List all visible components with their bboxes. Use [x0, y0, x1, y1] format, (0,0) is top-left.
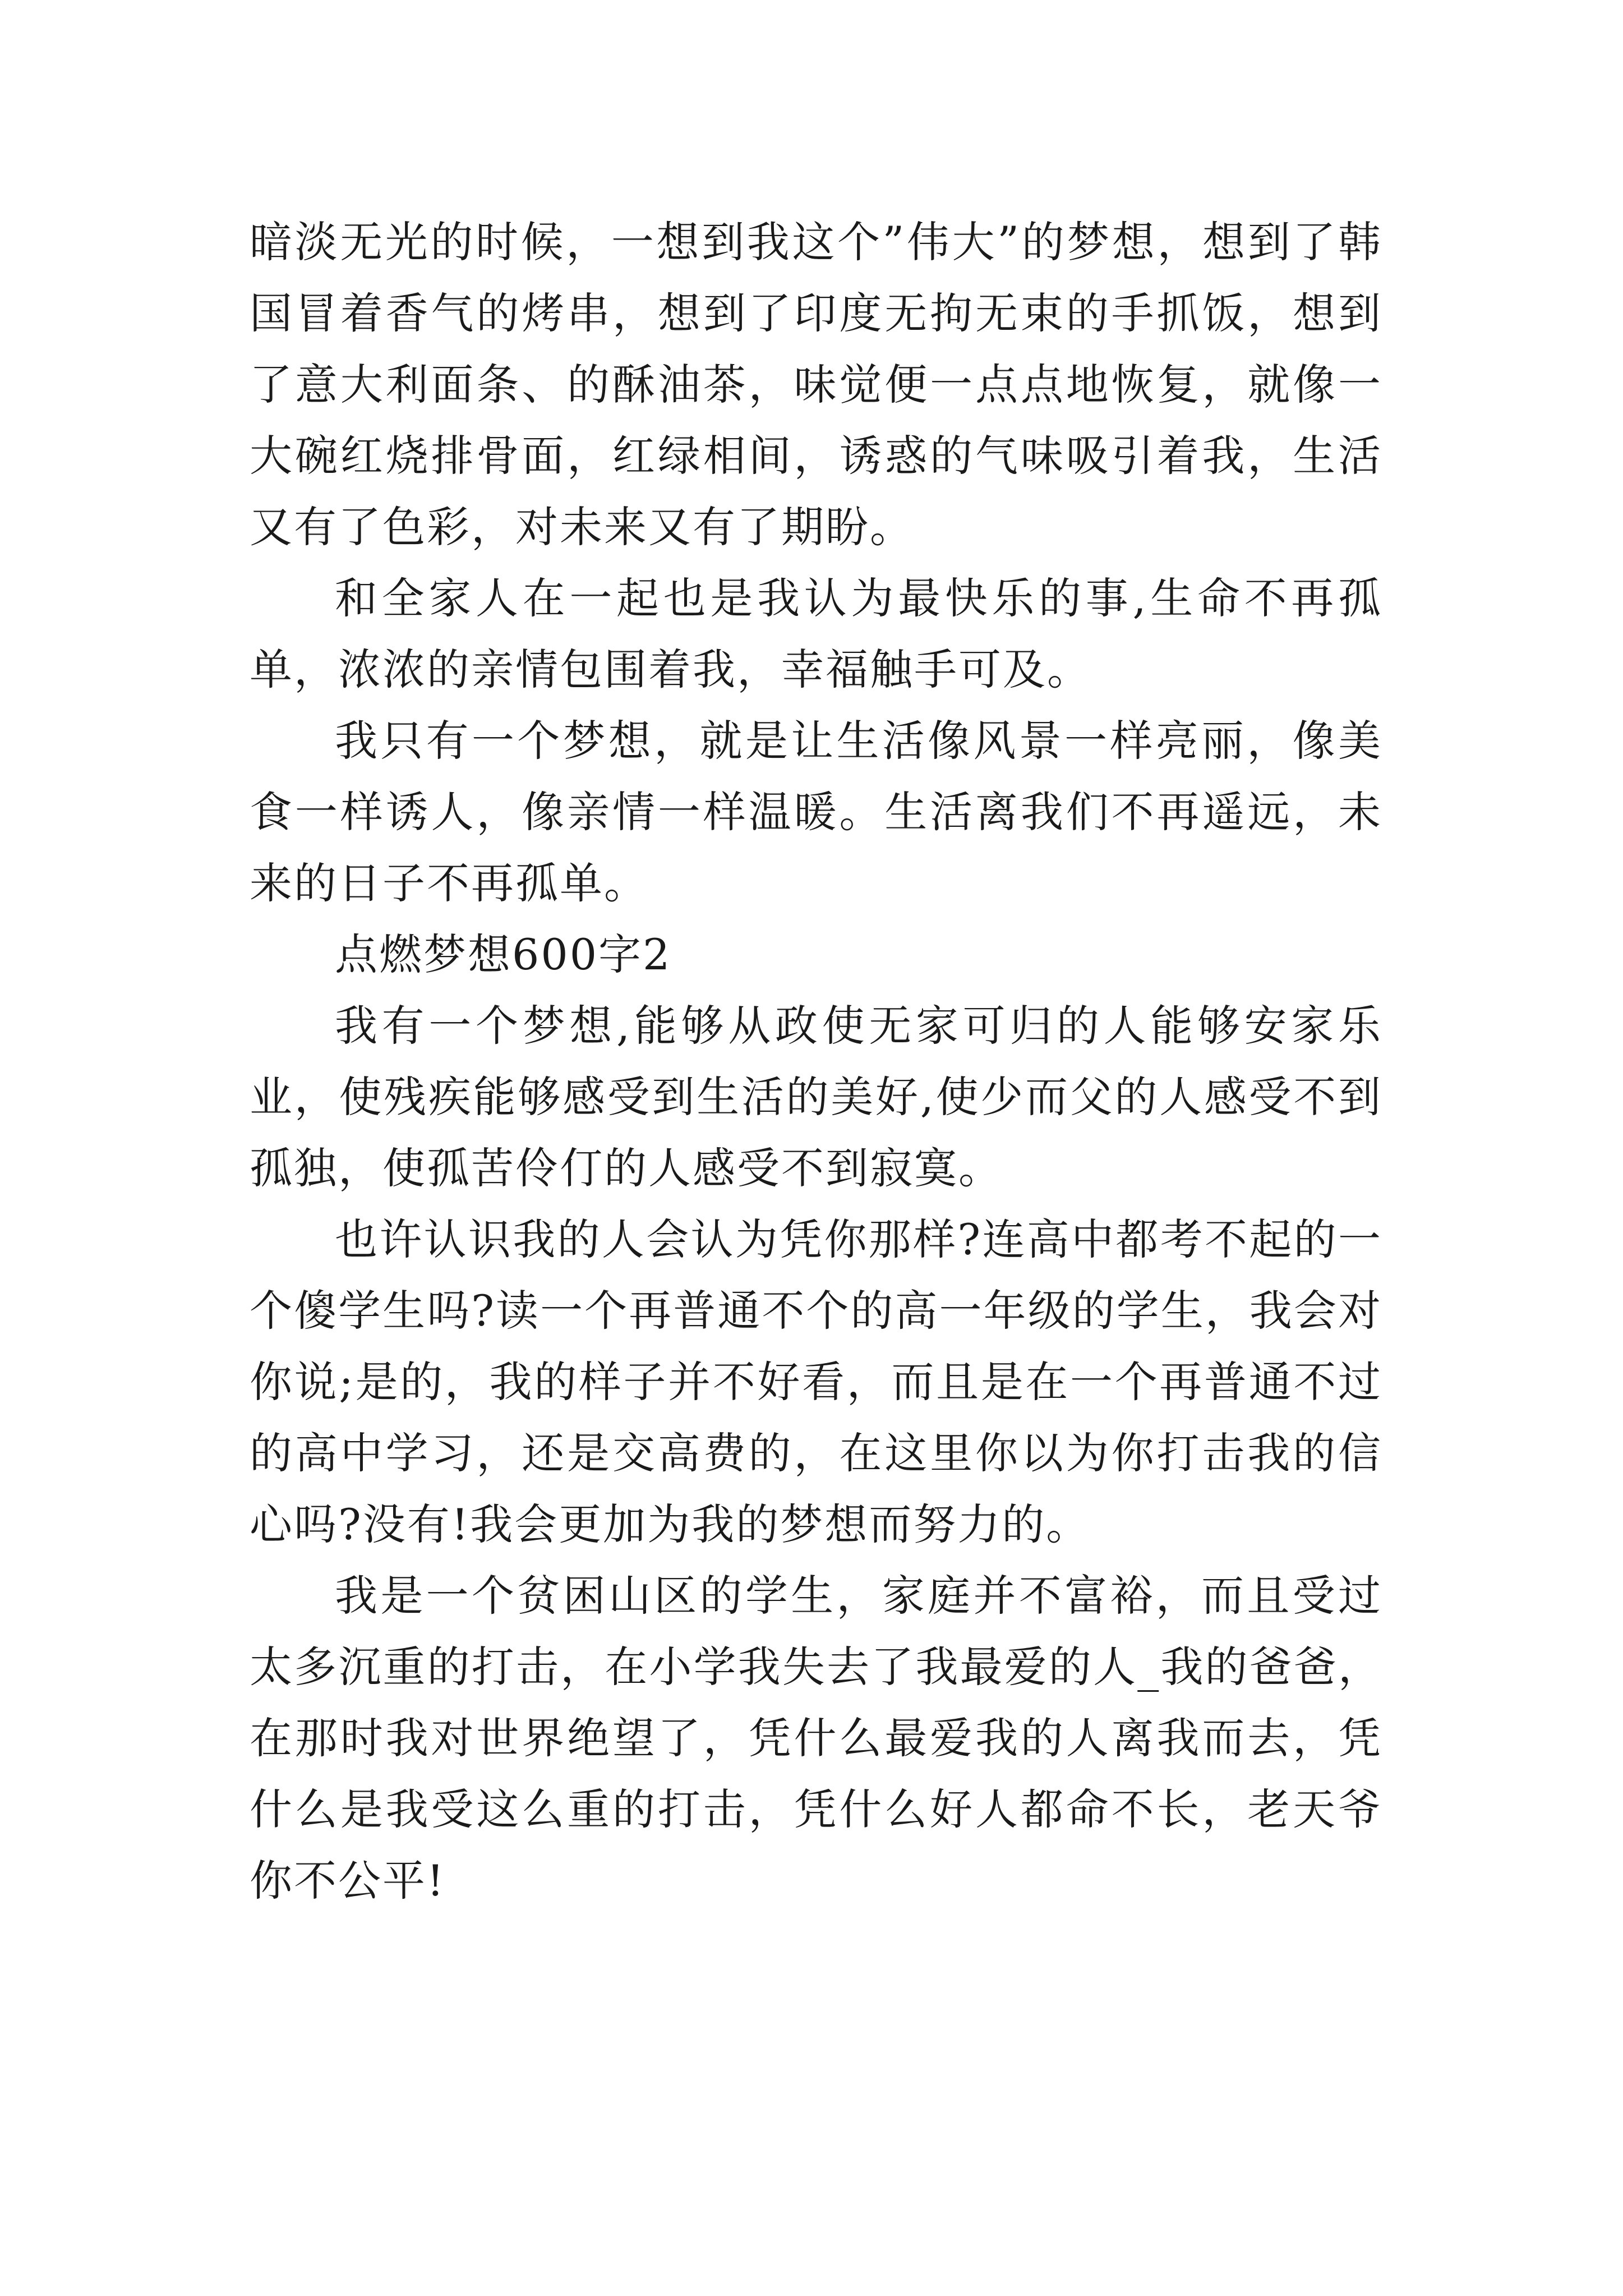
paragraph-1: 暗淡无光的时候，一想到我这个”伟大”的梦想，想到了韩国冒着香气的烤串，想到了印度无拘无束的手抓饭，想到了意大利面条、的酥油茶，味觉便一点点地恢复，就像一大碗红烧排骨面，红绿相间，诱惑的气味吸引着我，生活又有了色彩，对未来又有了期盼。	[250, 217, 1382, 552]
paragraph-7: 我是一个贫困山区的学生，家庭并不富裕，而且受过太多沉重的打击，在小学我失去了我最爱的人_我的爸爸，在那时我对世界绝望了，凭什么最爱我的人离我而去，凭什么是我受这么重的打击，凭什么好人都命不长，老天爷你不公平!	[250, 1571, 1382, 1906]
section-heading: 点燃梦想600字2	[335, 930, 672, 979]
paragraph-2: 和全家人在一起也是我认为最快乐的事,生命不再孤单，浓浓的亲情包围着我，幸福触手可及。	[250, 573, 1382, 694]
document-body	[250, 206, 1382, 1916]
paragraph-5: 我有一个梦想,能够从政使无家可归的人能够安家乐业，使残疾能够感受到生活的美好,使少而父的人感受不到孤独，使孤苦伶仃的人感受不到寂寞。	[250, 1001, 1382, 1193]
paragraph-6: 也许认识我的人会认为凭你那样?连高中都考不起的一个傻学生吗?读一个再普通不个的高一年级的学生，我会对你说;是的，我的样子并不好看，而且是在一个再普通不过的高中学习，还是交高费的，在这里你以为你打击我的信心吗?没有!我会更加为我的梦想而努力的。	[250, 1214, 1382, 1549]
paragraph-3: 我只有一个梦想，就是让生活像风景一样亮丽，像美食一样诱人，像亲情一样温暖。生活离我们不再遥远，未来的日子不再孤单。	[250, 716, 1382, 908]
